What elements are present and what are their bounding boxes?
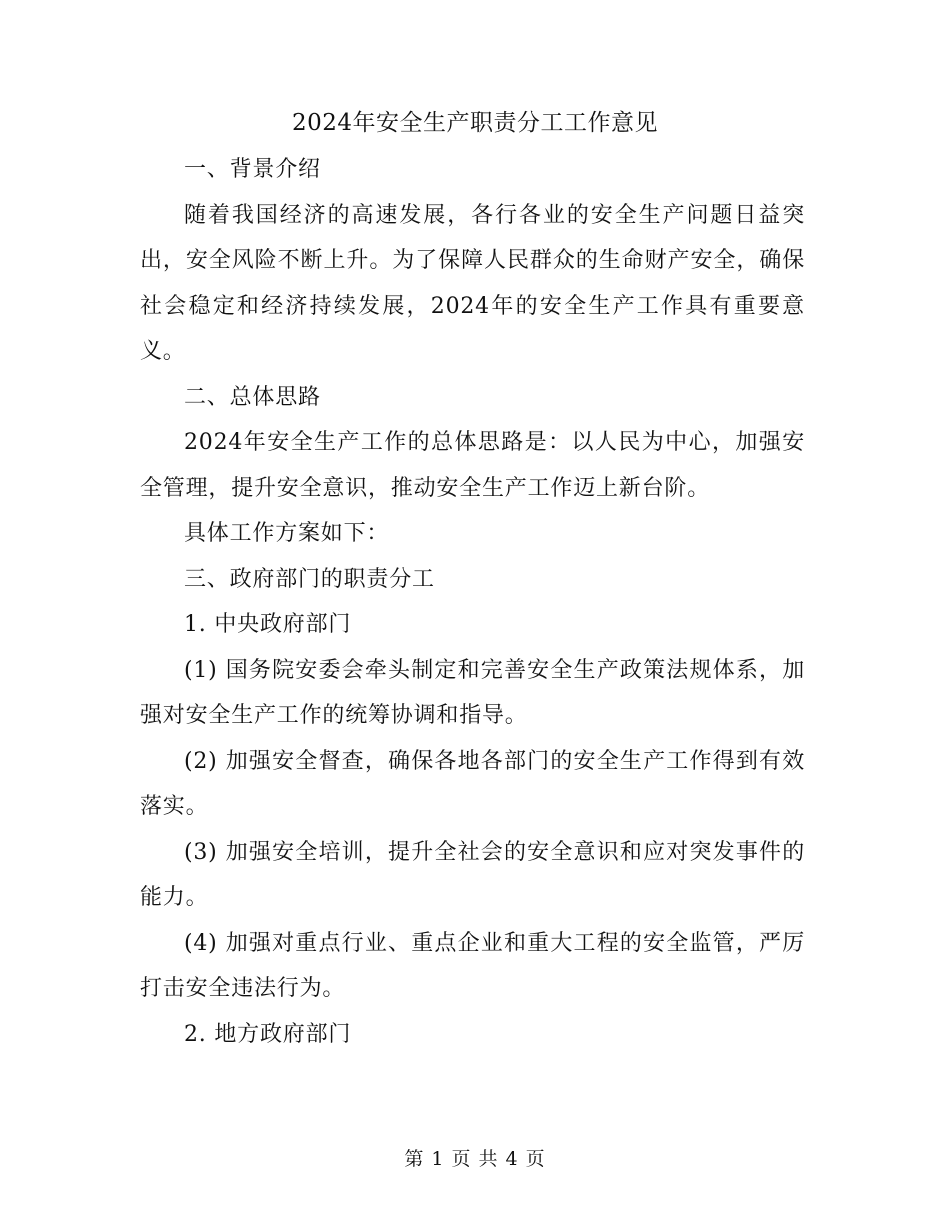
list-item-4: (4) 加强对重点行业、重点企业和重大工程的安全监管，严厉打击安全违法行为。 bbox=[140, 930, 805, 1001]
subheading-central-government: 1. 中央政府部门 bbox=[184, 612, 352, 637]
document-body bbox=[140, 147, 805, 1057]
subheading-local-government: 2. 地方政府部门 bbox=[184, 1021, 352, 1047]
list-item-3: (3) 加强安全培训，提升全社会的安全意识和应对突发事件的能力。 bbox=[140, 839, 805, 910]
section-heading-government-duties: 三、政府部门的职责分工 bbox=[184, 566, 435, 592]
paragraph-plan-intro: 具体工作方案如下： bbox=[184, 521, 390, 546]
page-number-footer: 第 1 页 共 4 页 bbox=[404, 1148, 546, 1170]
document-title: 2024年安全生产职责分工工作意见 bbox=[291, 110, 659, 136]
list-item-2: (2) 加强安全督查，确保各地各部门的安全生产工作得到有效落实。 bbox=[140, 748, 805, 819]
list-item-1: (1) 国务院安委会牵头制定和完善安全生产政策法规体系，加强对安全生产工作的统筹协调和指导。 bbox=[140, 657, 805, 728]
paragraph-overall-approach: 2024年安全生产工作的总体思路是：以人民为中心，加强安全管理，提升安全意识，推动安全生产工作迈上新台阶。 bbox=[140, 430, 805, 501]
section-heading-overall-approach: 二、总体思路 bbox=[184, 384, 321, 410]
section-heading-background: 一、背景介绍 bbox=[184, 157, 321, 182]
paragraph-background: 随着我国经济的高速发展，各行各业的安全生产问题日益突出，安全风险不断上升。为了保障人民群众的生命财产安全，确保社会稳定和经济持续发展，2024年的安全生产工作具有重要意义。 bbox=[140, 202, 805, 364]
